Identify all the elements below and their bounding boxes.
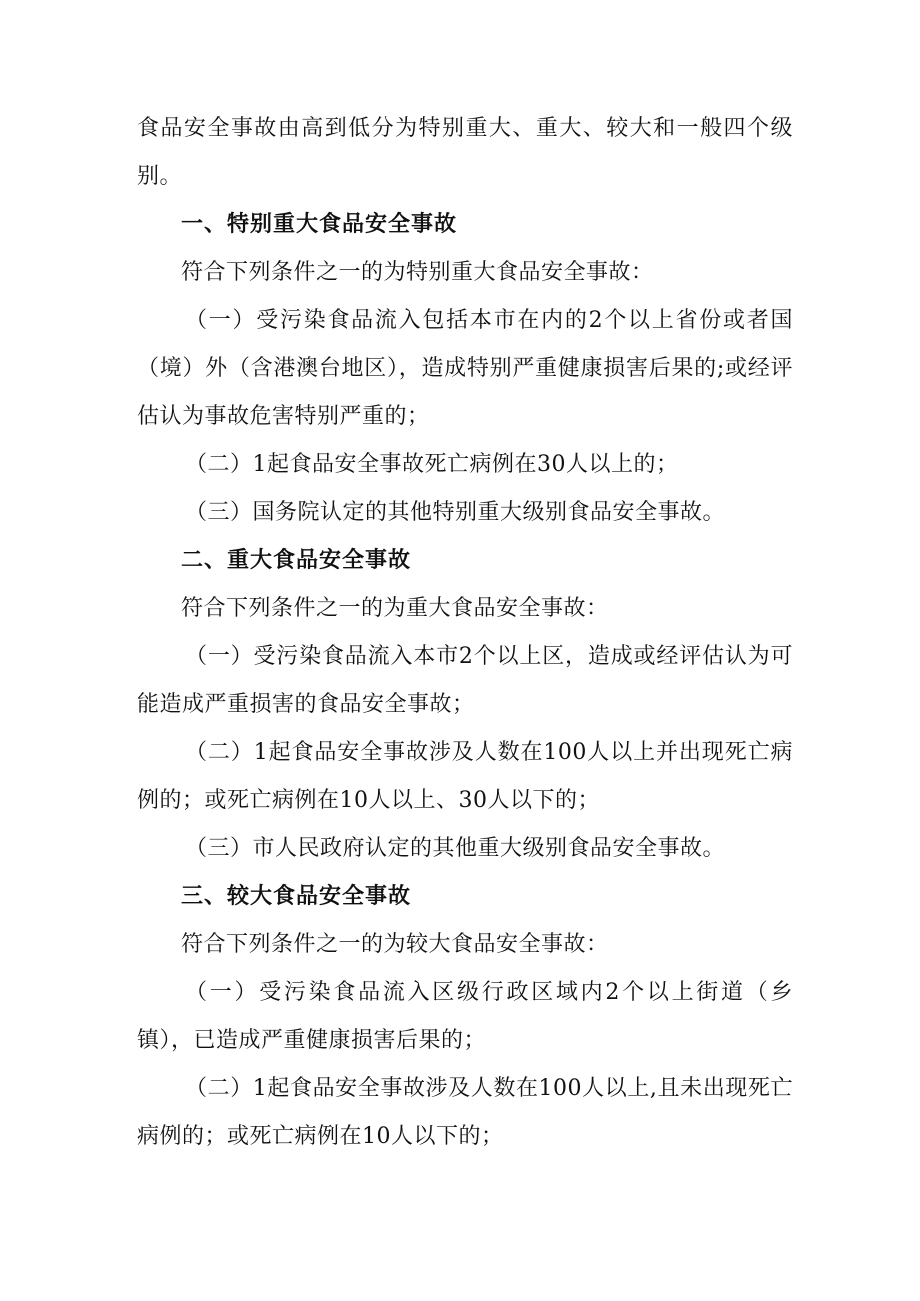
- section-1-item-2: （二）1起食品安全事故死亡病例在30人以上的；: [185, 452, 679, 477]
- section-heading-2: 二、重大食品安全事故: [181, 548, 412, 573]
- section-3-item-2: （二）1起食品安全事故涉及人数在100人以上,且未出现死亡病例的；或死亡病例在10人以下的；: [137, 1076, 793, 1149]
- section-2-item-2: （二）1起食品安全事故涉及人数在100人以上并出现死亡病例的；或死亡病例在10人以上、30人以下的；: [137, 740, 793, 813]
- section-1-item-1: （一）受污染食品流入包括本市在内的2个以上省份或者国（境）外（含港澳台地区），造成特别严重健康损害后果的;或经评估认为事故危害特别严重的；: [137, 308, 793, 429]
- intro-paragraph: 食品安全事故由高到低分为特别重大、重大、较大和一般四个级别。: [137, 116, 793, 189]
- section-2-item-3: （三）市人民政府认定的其他重大级别食品安全事故。: [185, 836, 726, 861]
- section-heading-1: 一、特别重大食品安全事故: [181, 212, 458, 237]
- section-1-lead: 符合下列条件之一的为特别重大食品安全事故：: [181, 260, 654, 285]
- section-heading-3: 三、较大食品安全事故: [181, 884, 412, 909]
- section-2-lead: 符合下列条件之一的为重大食品安全事故：: [181, 596, 609, 621]
- section-3-item-1: （一）受污染食品流入区级行政区域内2个以上街道（乡镇），已造成严重健康损害后果的；: [137, 980, 793, 1053]
- document-body: [137, 105, 793, 1161]
- section-2-item-1: （一）受污染食品流入本市2个以上区，造成或经评估认为可能造成严重损害的食品安全事故；: [137, 644, 793, 717]
- section-1-item-3: （三）国务院认定的其他特别重大级别食品安全事故。: [185, 500, 726, 525]
- section-3-lead: 符合下列条件之一的为较大食品安全事故：: [181, 932, 609, 957]
